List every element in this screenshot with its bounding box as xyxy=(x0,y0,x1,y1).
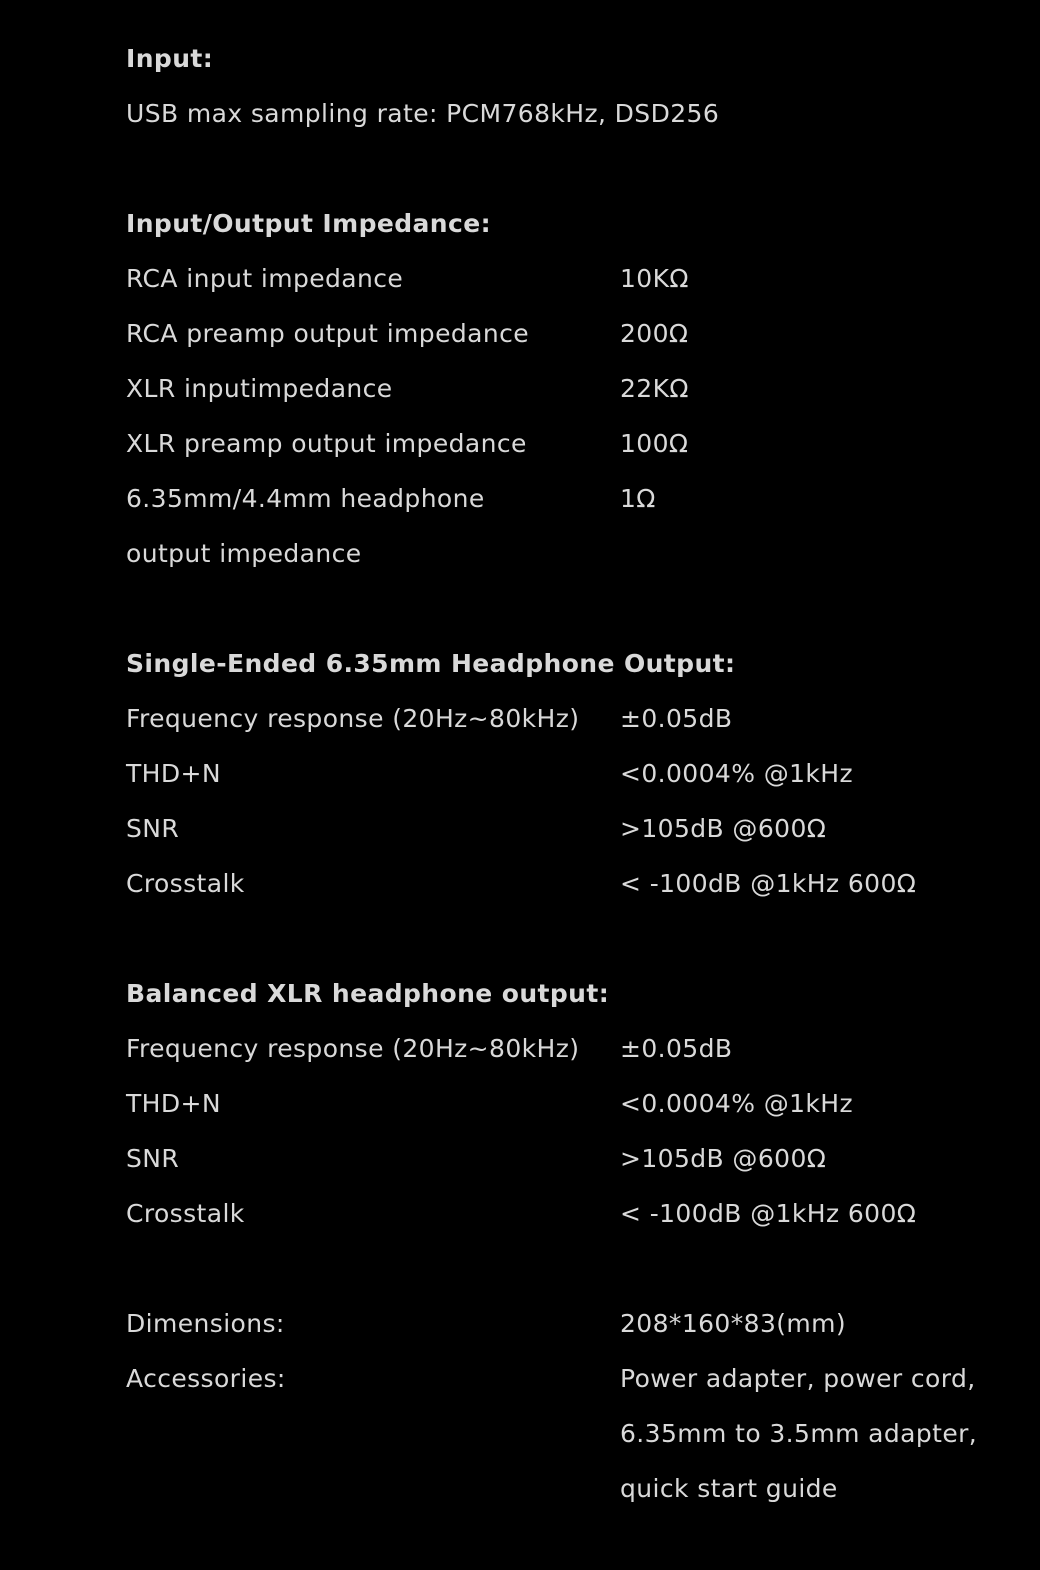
accessories-line: 6.35mm to 3.5mm adapter, xyxy=(620,1419,978,1448)
single-ended-heading: Single-Ended 6.35mm Headphone Output: xyxy=(126,649,736,678)
spec-label: THD+N xyxy=(126,1089,221,1118)
impedance-heading: Input/Output Impedance: xyxy=(126,209,491,238)
spec-label: 6.35mm/4.4mm headphone xyxy=(126,484,485,513)
spec-label: XLR preamp output impedance xyxy=(126,429,527,458)
section-gap xyxy=(126,911,1026,966)
dimensions-value: 208*160*83(mm) xyxy=(620,1309,847,1338)
spec-row xyxy=(126,1021,1026,1076)
dimensions-label: Dimensions: xyxy=(126,1309,285,1338)
spec-value: <0.0004% @1kHz xyxy=(620,1089,854,1118)
spec-value: >105dB @600Ω xyxy=(620,1144,827,1173)
spec-value: 100Ω xyxy=(620,429,689,458)
section-gap xyxy=(126,141,1026,196)
accessories-value xyxy=(620,1351,977,1516)
spec-label: XLR inputimpedance xyxy=(126,374,393,403)
spec-label: THD+N xyxy=(126,759,221,788)
spec-row xyxy=(126,1131,1026,1186)
accessories-label: Accessories: xyxy=(126,1364,286,1393)
spec-row xyxy=(126,856,1026,911)
spec-label: Frequency response (20Hz~80kHz) xyxy=(126,704,580,733)
spec-value: < -100dB @1kHz 600Ω xyxy=(620,869,917,898)
accessories-line: Power adapter, power cord, xyxy=(620,1364,976,1393)
spec-row xyxy=(126,416,1026,471)
spec-row xyxy=(126,471,1026,526)
spec-label: Crosstalk xyxy=(126,1199,245,1228)
spec-row xyxy=(126,746,1026,801)
spec-value: < -100dB @1kHz 600Ω xyxy=(620,1199,917,1228)
balanced-heading: Balanced XLR headphone output: xyxy=(126,979,610,1008)
section-gap xyxy=(126,581,1026,636)
spec-label: SNR xyxy=(126,814,180,843)
spec-value: 200Ω xyxy=(620,319,689,348)
usb-sampling-rate: USB max sampling rate: PCM768kHz, DSD256 xyxy=(126,99,720,128)
spec-label: Frequency response (20Hz~80kHz) xyxy=(126,1034,580,1063)
dimensions-row xyxy=(126,1296,1026,1351)
spec-value: >105dB @600Ω xyxy=(620,814,827,843)
spec-value: 10KΩ xyxy=(620,264,689,293)
spec-value: 22KΩ xyxy=(620,374,689,403)
spec-sheet xyxy=(126,31,1026,1516)
spec-row xyxy=(126,691,1026,746)
spec-label-continuation: output impedance xyxy=(126,539,362,568)
spec-value: <0.0004% @1kHz xyxy=(620,759,854,788)
spec-value: ±0.05dB xyxy=(620,704,733,733)
spec-label: RCA preamp output impedance xyxy=(126,319,530,348)
input-heading: Input: xyxy=(126,44,214,73)
spec-label: Crosstalk xyxy=(126,869,245,898)
accessories-line: quick start guide xyxy=(620,1474,838,1503)
spec-row xyxy=(126,251,1026,306)
spec-row xyxy=(126,1076,1026,1131)
spec-row xyxy=(126,801,1026,856)
spec-label: SNR xyxy=(126,1144,180,1173)
section-gap xyxy=(126,1241,1026,1296)
spec-label: RCA input impedance xyxy=(126,264,404,293)
spec-row xyxy=(126,361,1026,416)
spec-value: 1Ω xyxy=(620,484,656,513)
spec-row xyxy=(126,306,1026,361)
spec-row xyxy=(126,1186,1026,1241)
spec-value: ±0.05dB xyxy=(620,1034,733,1063)
accessories-row xyxy=(126,1351,1026,1516)
